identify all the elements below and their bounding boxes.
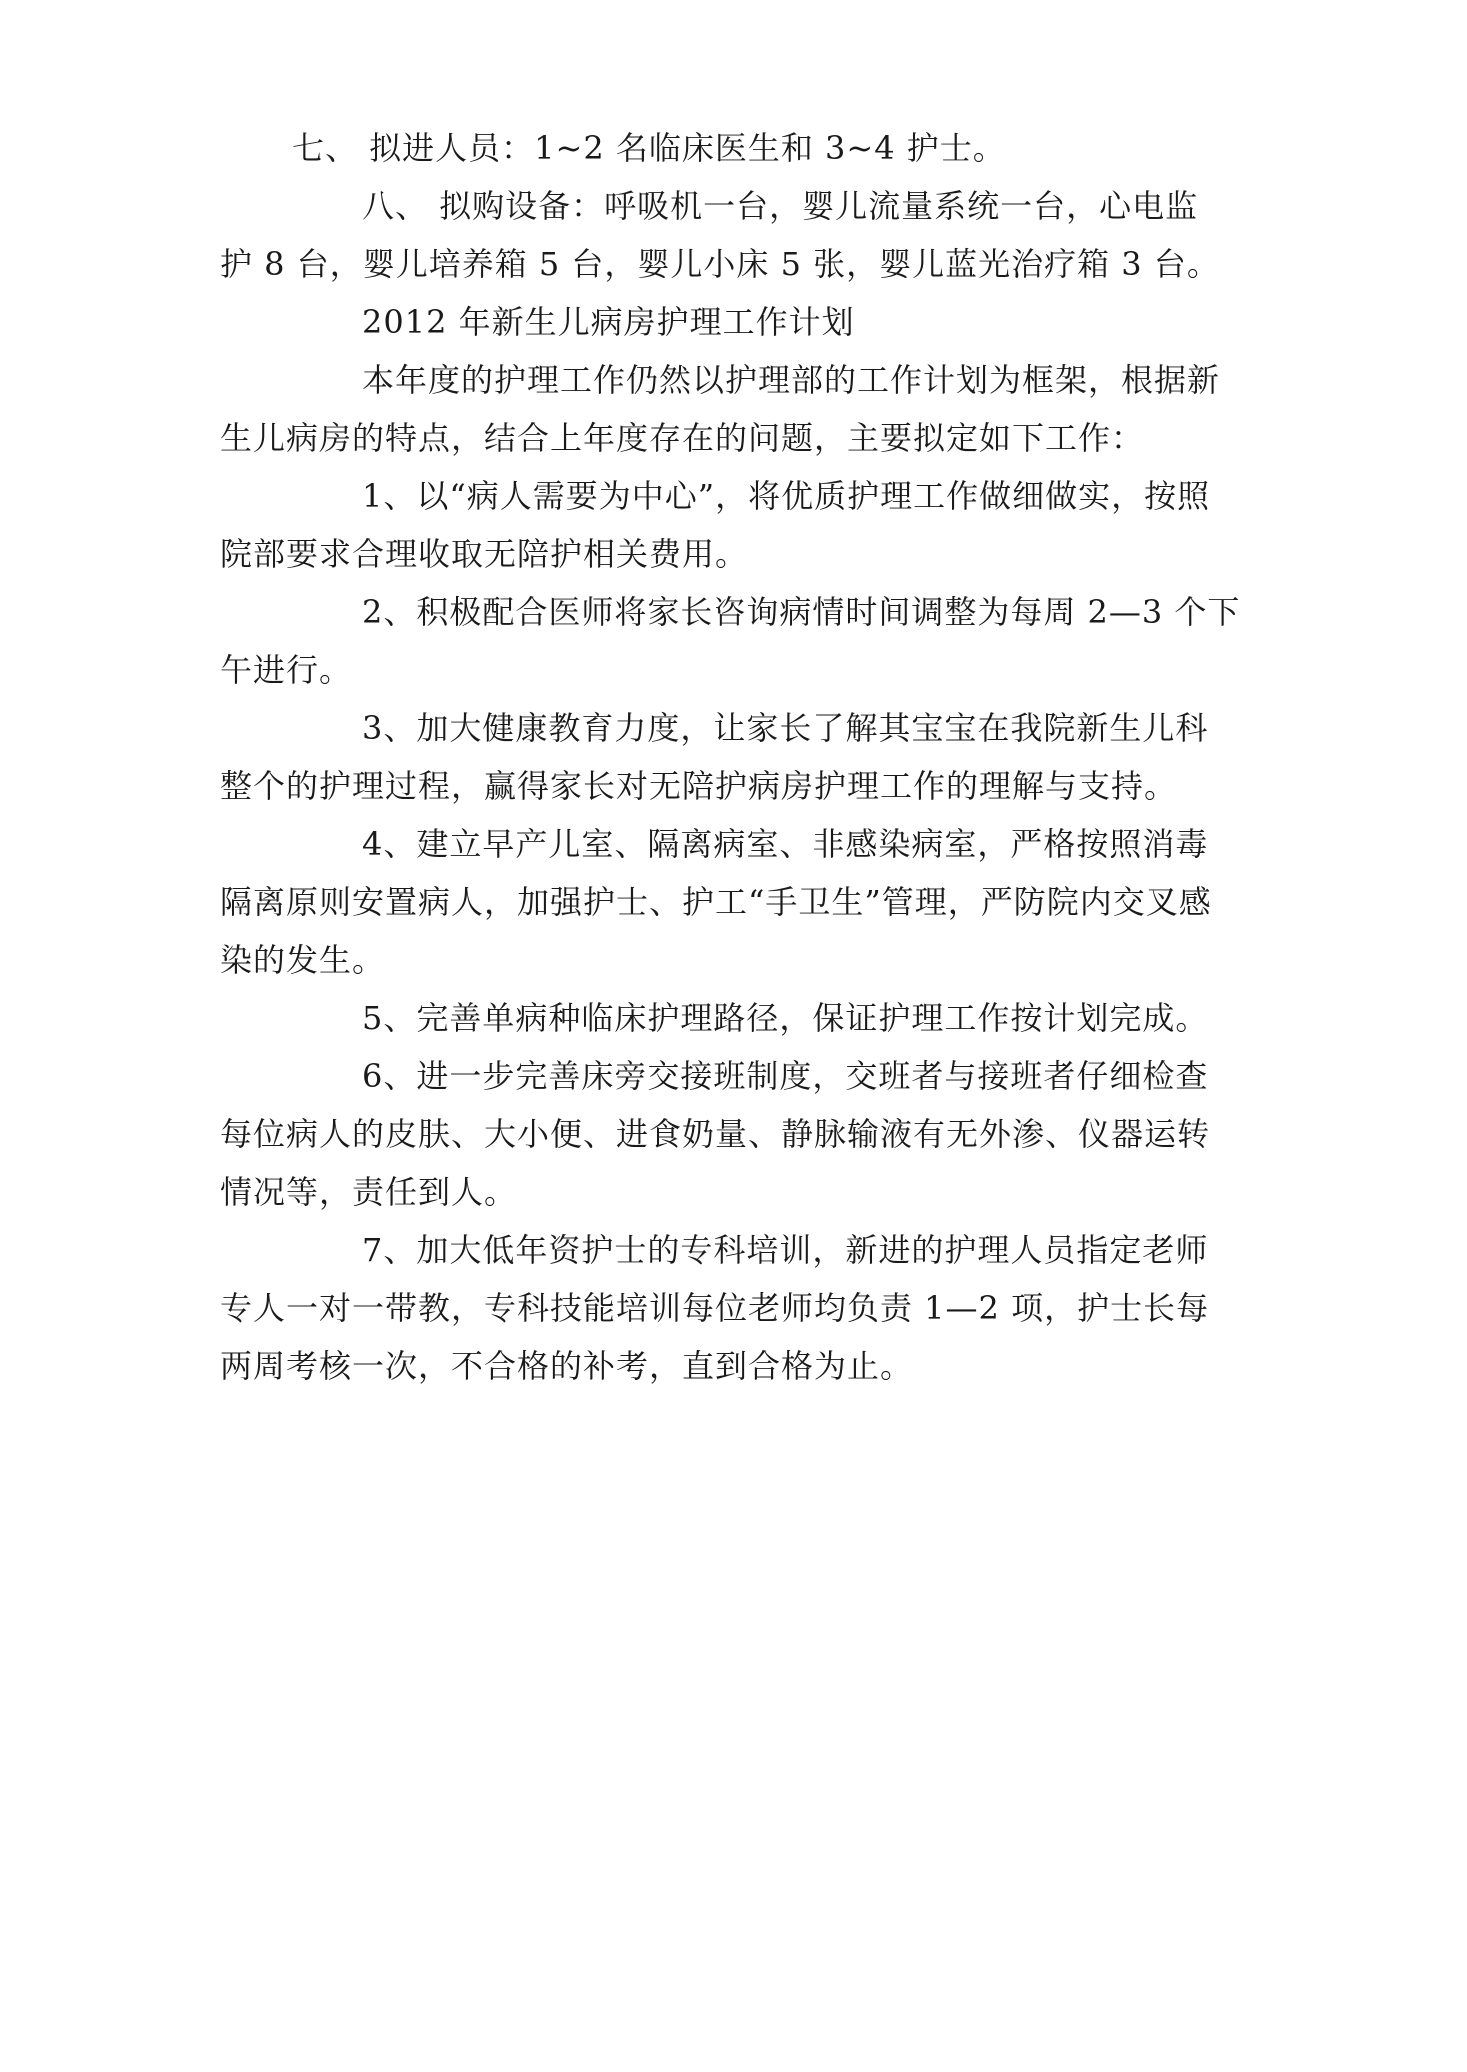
text-line-6: 生儿病房的特点，结合上年度存在的问题，主要拟定如下工作： — [220, 419, 1145, 457]
text-line-19: 情况等，责任到人。 — [220, 1173, 518, 1211]
text-line-1: 七、 拟进人员：1~2 名临床医生和 3~4 护士。 — [292, 129, 1006, 167]
text-line-9: 2、积极配合医师将家长咨询病情时间调整为每周 2—3 个下 — [362, 593, 1241, 631]
text-line-2: 八、 拟购设备：呼吸机一台，婴儿流量系统一台，心电监 — [362, 187, 1199, 225]
text-line-21: 专人一对一带教，专科技能培训每位老师均负责 1—2 项，护士长每 — [220, 1289, 1210, 1327]
text-line-11: 3、加大健康教育力度，让家长了解其宝宝在我院新生儿科 — [362, 709, 1209, 747]
document-heading: 2012 年新生儿病房护理工作计划 — [362, 303, 855, 341]
text-line-20: 7、加大低年资护士的专科培训，新进的护理人员指定老师 — [362, 1231, 1209, 1269]
text-line-3: 护 8 台，婴儿培养箱 5 台，婴儿小床 5 张，婴儿蓝光治疗箱 3 台。 — [220, 245, 1220, 283]
text-line-22: 两周考核一次，不合格的补考，直到合格为止。 — [220, 1347, 914, 1385]
text-line-8: 院部要求合理收取无陪护相关费用。 — [220, 535, 749, 573]
text-line-14: 隔离原则安置病人，加强护士、护工“手卫生”管理，严防院内交叉感 — [220, 883, 1212, 921]
text-line-15: 染的发生。 — [220, 941, 386, 979]
text-line-18: 每位病人的皮肤、大小便、进食奶量、静脉输液有无外渗、仪器运转 — [220, 1115, 1211, 1153]
text-line-10: 午进行。 — [220, 651, 353, 689]
text-line-17: 6、进一步完善床旁交接班制度，交班者与接班者仔细检查 — [362, 1057, 1209, 1095]
text-line-12: 整个的护理过程，赢得家长对无陪护病房护理工作的理解与支持。 — [220, 767, 1178, 805]
text-line-7: 1、以“病人需要为中心”，将优质护理工作做细做实，按照 — [362, 477, 1211, 515]
text-line-16: 5、完善单病种临床护理路径，保证护理工作按计划完成。 — [362, 999, 1209, 1037]
text-line-5: 本年度的护理工作仍然以护理部的工作计划为框架，根据新 — [362, 361, 1221, 399]
text-line-13: 4、建立早产儿室、隔离病室、非感染病室，严格按照消毒 — [362, 825, 1209, 863]
